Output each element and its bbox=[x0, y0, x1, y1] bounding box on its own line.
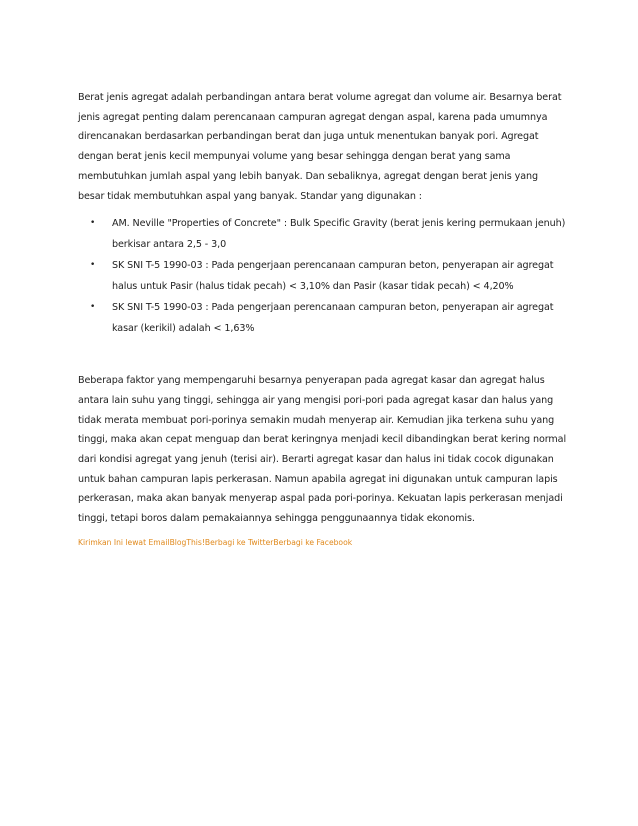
list-item bbox=[78, 213, 566, 255]
share-email-link[interactable]: Email bbox=[148, 537, 170, 547]
standards-list bbox=[78, 213, 566, 339]
share-twitter-link[interactable]: Berbagi ke Twitter bbox=[204, 537, 274, 547]
list-item bbox=[78, 255, 566, 297]
document-body bbox=[78, 88, 566, 549]
list-item-text: SK SNI T-5 1990-03 : Pada pengerjaan perencanaan campuran beton, penyerapan air agregat kasar (kerikil) adalah < 1,63% bbox=[112, 302, 554, 335]
paragraph-absorption: Beberapa faktor yang mempengaruhi besarnya penyerapan pada agregat kasar dan agregat halus antara lain suhu yang tinggi, sehingga air yang mengisi pori-pori pada agregat kasar dan halus yang tidak merata membuat pori-porinya semakin mudah menyerap air. Kemudian jika terkena suhu yang tinggi, maka akan cepat menguap dan berat keringnya menjadi kecil dibandingkan berat kering normal dari kondisi agregat yang jenuh (terisi air). Berarti agregat kasar dan halus ini tidak cocok digunakan untuk bahan campuran lapis perkerasan. Namun apabila agregat ini digunakan untuk campuran lapis perkerasan, maka akan banyak menyerap aspal pada pori-porinya. Kekuatan lapis perkerasan menjadi tinggi, tetapi boros dalam pemakaiannya sehingga penggunaannya tidak ekonomis. bbox=[78, 375, 567, 525]
paragraph-specific-gravity: Berat jenis agregat adalah perbandingan antara berat volume agregat dan volume air. Besarnya berat jenis agregat penting dalam perencanaan campuran agregat dengan aspal, karena pada umumnya direncanakan berdasarkan perbandingan berat dan juga untuk menentukan banyak pori. Agregat dengan berat jenis kecil mempunyai volume yang besar sehingga dengan berat yang sama membutuhkan jumlah aspal yang lebih banyak. Dan sebaliknya, agregat dengan berat jenis yang besar tidak membutuhkan aspal yang banyak. Standar yang digunakan : bbox=[78, 92, 562, 202]
bullet-icon: • bbox=[90, 302, 96, 313]
list-item bbox=[78, 297, 566, 339]
share-links-bar bbox=[78, 537, 566, 549]
bullet-icon: • bbox=[90, 218, 96, 229]
share-facebook-link[interactable]: Berbagi ke Facebook bbox=[273, 537, 353, 547]
list-item-text: AM. Neville "Properties of Concrete" : Bulk Specific Gravity (berat jenis kering permukaan jenuh) berkisar antara 2,5 - 3,0 bbox=[112, 218, 566, 251]
bullet-icon: • bbox=[90, 260, 96, 271]
share-blog-link[interactable]: BlogThis! bbox=[169, 537, 205, 547]
list-item-text: SK SNI T-5 1990-03 : Pada pengerjaan perencanaan campuran beton, penyerapan air agregat halus untuk Pasir (halus tidak pecah) < 3,10% dan Pasir (kasar tidak pecah) < 4,20% bbox=[112, 260, 554, 293]
share-prefix-label: Kirimkan Ini lewat bbox=[78, 537, 147, 547]
